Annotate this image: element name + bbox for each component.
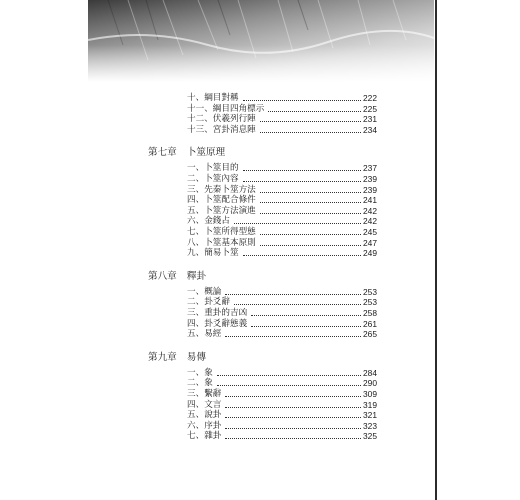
chapter-number: 第七章 [148, 147, 177, 159]
toc-dot-leader [268, 111, 361, 112]
toc-dot-leader [217, 375, 361, 376]
toc-page-number: 237 [363, 163, 377, 174]
toc-page-number: 231 [363, 114, 377, 125]
toc-dot-leader [243, 100, 361, 101]
chapter-title: 易傳 [186, 351, 206, 363]
chapter-heading [148, 146, 225, 160]
toc-entry-label: 三、先秦卜筮方法 [187, 184, 256, 195]
toc-page-number: 309 [363, 389, 377, 399]
toc-dot-leader [251, 326, 361, 327]
toc-page-number: 245 [363, 227, 377, 237]
toc-dot-leader [260, 245, 361, 246]
toc-page-number: 247 [363, 237, 377, 248]
toc-dot-leader [225, 428, 361, 429]
toc-page-number: 249 [363, 248, 377, 259]
chapter-heading [148, 270, 206, 284]
toc-dot-leader [234, 304, 361, 305]
toc-entry-label: 三、重卦的吉凶 [187, 308, 248, 318]
toc-entry-label: 五、卜筮方法演進 [187, 205, 256, 216]
chapter-number: 第九章 [148, 351, 177, 363]
toc-page-number: 242 [363, 205, 377, 216]
toc-entry-label: 十、綱目對稱 [187, 93, 239, 103]
toc-dot-leader [260, 192, 361, 193]
toc-dot-leader [225, 294, 361, 295]
toc-page-number: 222 [363, 93, 377, 103]
chapter-title: 釋卦 [186, 270, 206, 282]
toc-page-number: 319 [363, 399, 377, 410]
toc-page-number: 239 [363, 184, 377, 195]
toc-entry-label: 六、金錢占 [187, 216, 230, 227]
toc-entry-label: 十一、綱目四角標示 [187, 103, 265, 114]
toc-page-number: 258 [363, 308, 377, 318]
toc-entry-label: 六、序卦 [187, 420, 222, 431]
toc-dot-leader [243, 181, 361, 182]
toc-dot-leader [260, 132, 361, 133]
toc-dot-leader [243, 255, 361, 256]
toc-entry-label: 十三、宮卦消息陣 [187, 124, 256, 135]
toc-dot-leader [234, 223, 361, 224]
toc-dot-leader [260, 234, 361, 235]
toc-page-number: 290 [363, 378, 377, 389]
toc-entry-label: 二、卦爻辭 [187, 297, 230, 308]
toc-entry [187, 124, 377, 136]
toc-dot-leader [217, 385, 361, 386]
toc-page-number: 239 [363, 174, 377, 184]
toc-page-number: 261 [363, 318, 377, 329]
toc-dot-leader [251, 315, 361, 316]
toc-entry-label: 五、易經 [187, 329, 222, 340]
toc-dot-leader [225, 438, 361, 439]
toc-page-number: 321 [363, 410, 377, 421]
toc-page-number: 325 [363, 431, 377, 442]
chapter-title: 卜筮原理 [186, 147, 226, 159]
toc-page-number: 284 [363, 367, 377, 378]
toc-entry-label: 九、簡易卜筮 [187, 248, 239, 259]
toc-page-number: 323 [363, 420, 377, 431]
toc-dot-leader [225, 336, 361, 337]
toc-entry-label: 五、說卦 [187, 410, 222, 421]
toc-page-number: 234 [363, 124, 377, 135]
toc-page-number: 242 [363, 216, 377, 227]
chapter-number: 第八章 [148, 270, 177, 282]
toc-page-number: 225 [363, 103, 377, 114]
toc-page-number: 253 [363, 286, 377, 297]
toc-entry-label: 二、卜筮內容 [187, 174, 239, 184]
toc-entry-label: 八、卜筮基本原則 [187, 237, 256, 248]
toc-entry-label: 三、繫辭 [187, 389, 222, 399]
header-banner-image [88, 0, 434, 82]
toc-page-number: 253 [363, 297, 377, 308]
toc-dot-leader [260, 202, 361, 203]
toc-entry-label: 一、概論 [187, 286, 222, 297]
toc-entry-label: 四、卦爻辭態義 [187, 318, 248, 329]
toc-dot-leader [260, 121, 361, 122]
toc-entry-label: 十二、伏羲列行陣 [187, 114, 256, 125]
toc-dot-leader [243, 170, 361, 171]
toc-entry [187, 430, 377, 442]
toc-page-number: 241 [363, 195, 377, 206]
toc-entry-label: 七、卜筮所得型態 [187, 227, 256, 237]
toc-dot-leader [225, 396, 361, 397]
toc-entry [187, 247, 377, 259]
toc-dot-leader [225, 407, 361, 408]
toc-dot-leader [260, 213, 361, 214]
toc-dot-leader [225, 417, 361, 418]
toc-entry-label: 四、文言 [187, 399, 222, 410]
page-edge-line [435, 0, 437, 500]
toc-entry-label: 七、雜卦 [187, 431, 222, 442]
toc-page-number: 265 [363, 329, 377, 340]
chapter-heading [148, 351, 206, 365]
toc-entry-label: 一、象 [187, 367, 213, 378]
toc-entry [187, 328, 377, 340]
toc-entry-label: 四、卜筮配合條件 [187, 195, 256, 206]
toc-entry-label: 一、卜筮目的 [187, 163, 239, 174]
toc-entry-label: 二、象 [187, 378, 213, 389]
